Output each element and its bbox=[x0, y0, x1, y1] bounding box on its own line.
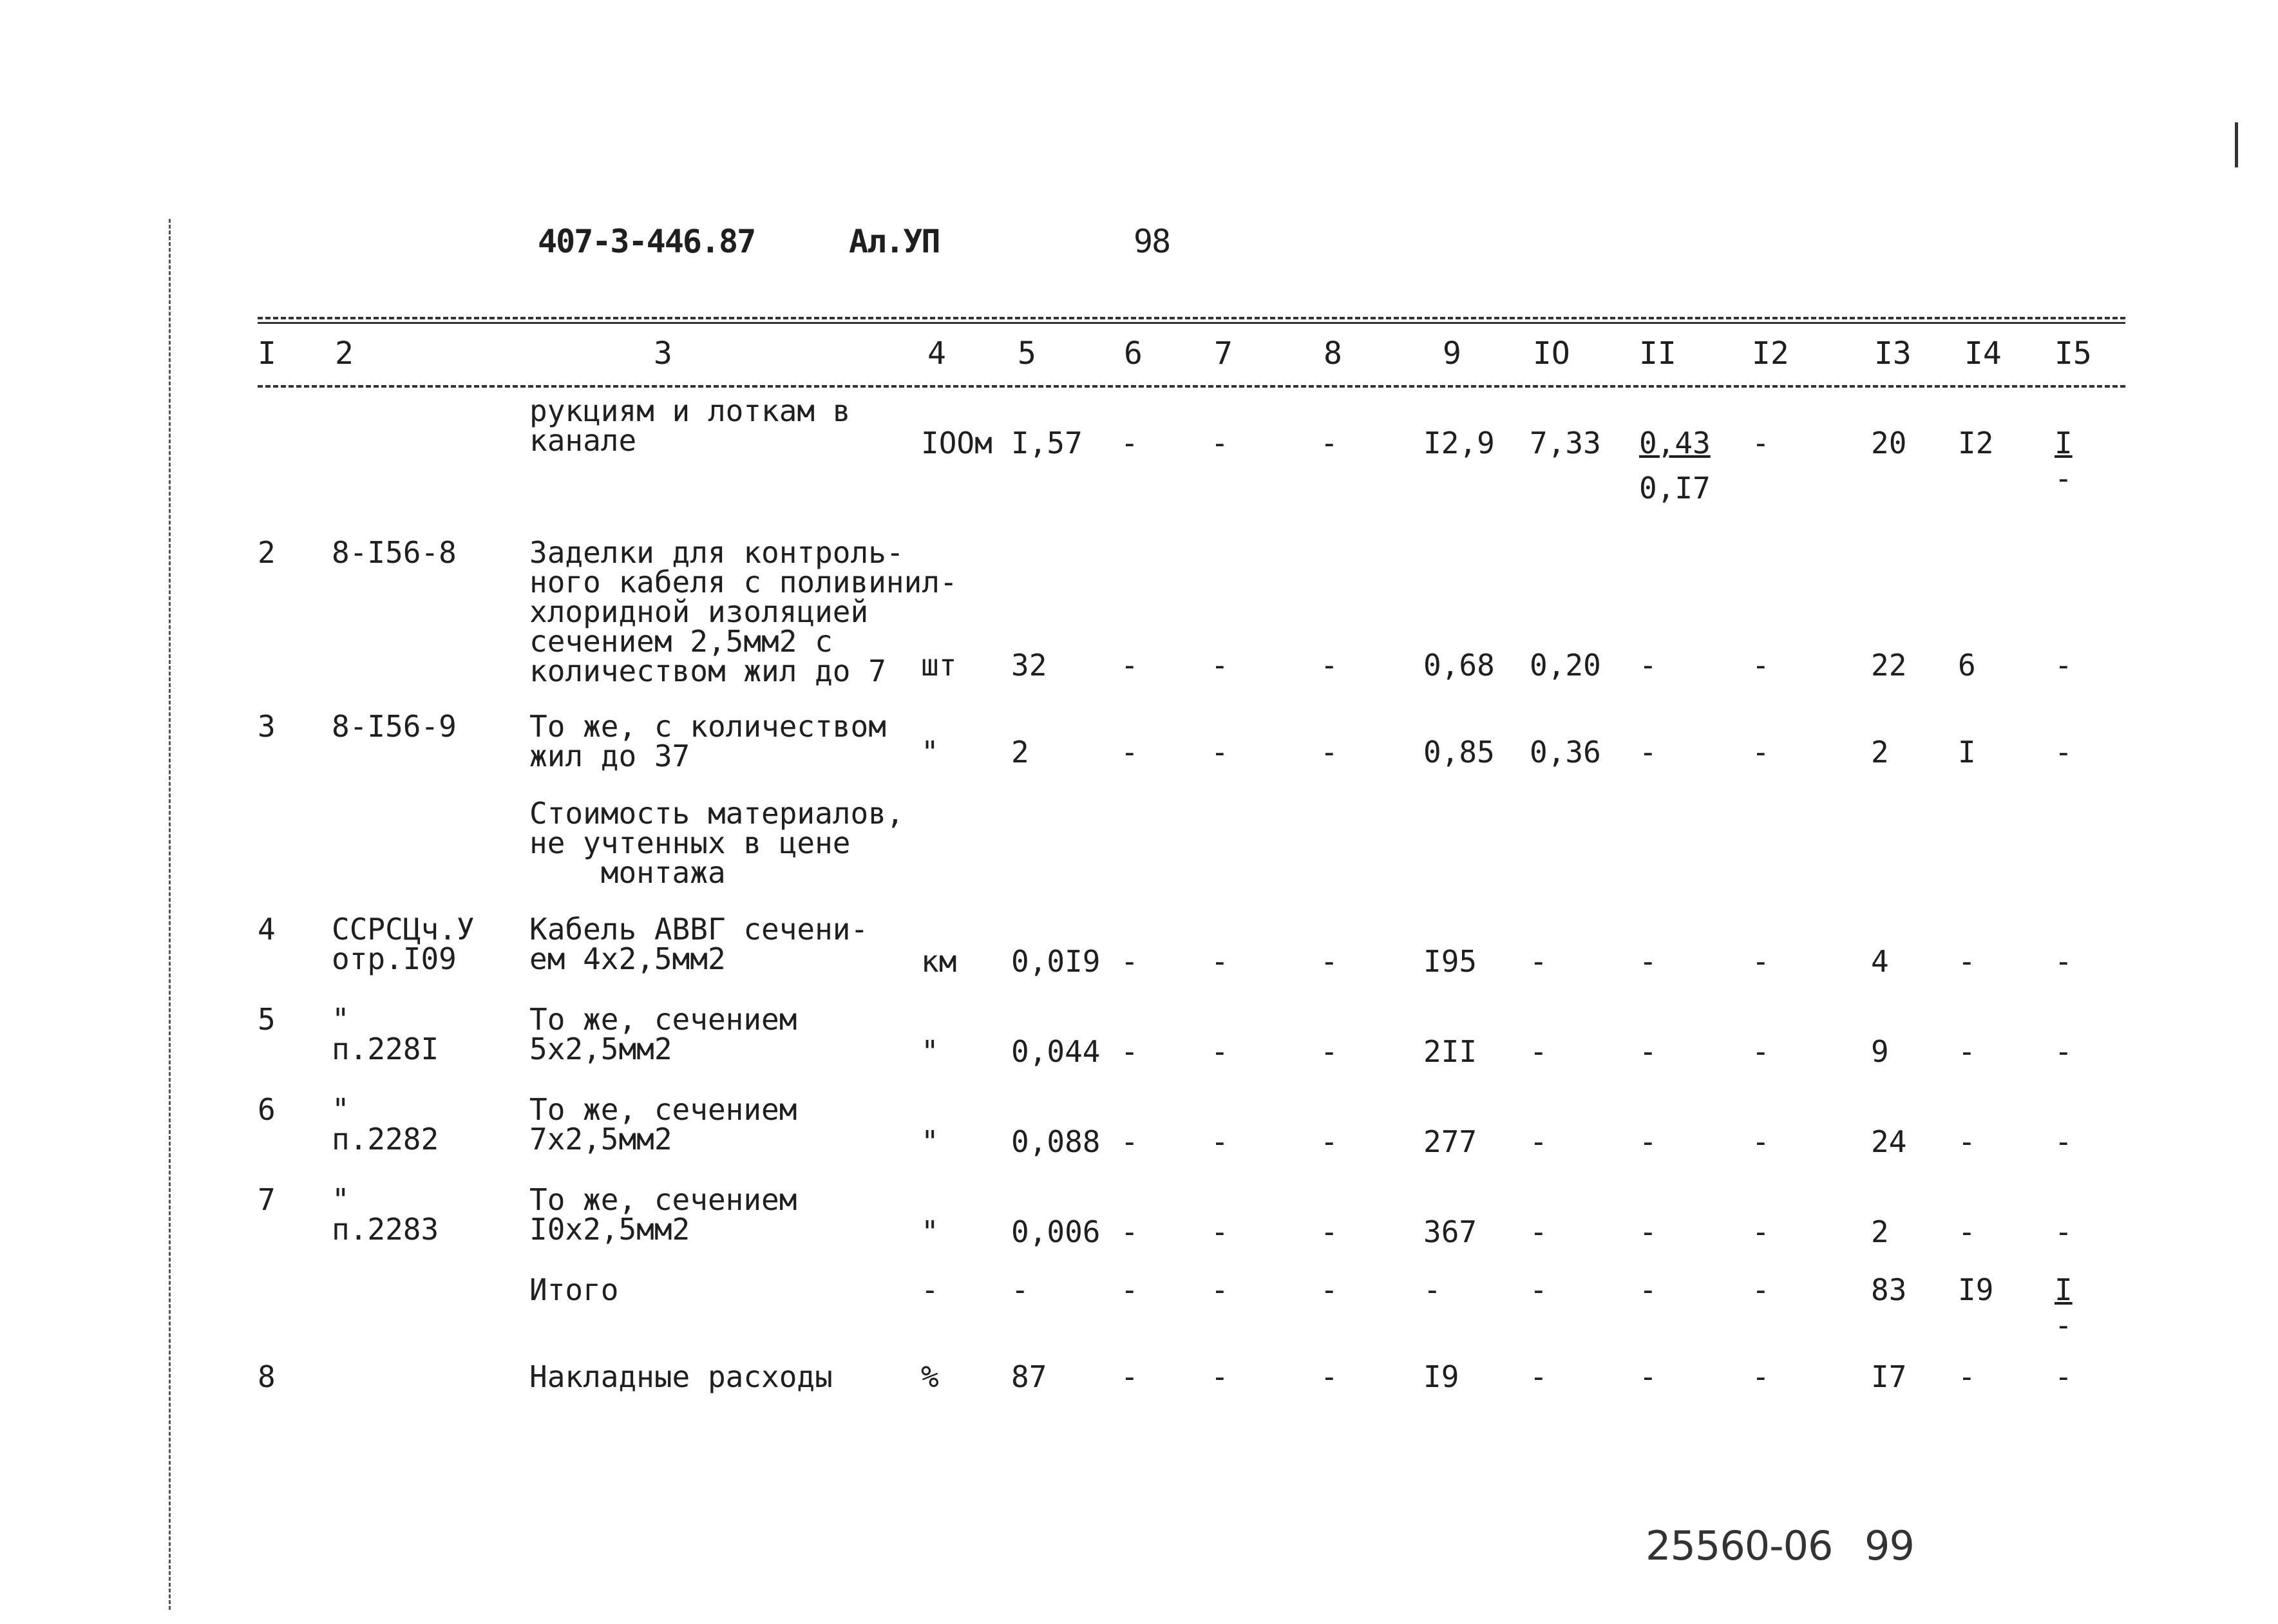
cell-c6: - bbox=[1121, 1272, 1139, 1307]
cell-c7: - bbox=[1211, 1034, 1229, 1069]
cell-c12: - bbox=[1752, 735, 1770, 770]
cell-c11: - bbox=[1639, 1034, 1657, 1069]
column-header-12: I2 bbox=[1752, 335, 1789, 372]
cell-c7: - bbox=[1211, 1214, 1229, 1249]
row-number: 5 bbox=[258, 1002, 276, 1037]
table-top-rule-2 bbox=[258, 322, 2125, 324]
cell-c10: - bbox=[1530, 1272, 1548, 1307]
cell-c15-second: - bbox=[2055, 461, 2073, 496]
cell-c15: I bbox=[2055, 426, 2073, 460]
row-number: 7 bbox=[258, 1182, 276, 1217]
cell-c9: 0,85 bbox=[1423, 735, 1495, 770]
cell-c10: 0,20 bbox=[1530, 648, 1601, 683]
cell-c5: I,57 bbox=[1011, 426, 1083, 460]
cell-c8: - bbox=[1320, 735, 1338, 770]
cell-c10: - bbox=[1530, 1124, 1548, 1159]
cell-c5: - bbox=[1011, 1272, 1029, 1307]
cell-c9: 2II bbox=[1423, 1034, 1477, 1069]
cell-c14: - bbox=[1958, 944, 1976, 979]
cell-c9: - bbox=[1423, 1272, 1441, 1307]
cell-c10: - bbox=[1530, 1214, 1548, 1249]
row-code: 8-I56-9 bbox=[332, 709, 457, 744]
cell-c8: - bbox=[1320, 1034, 1338, 1069]
cell-c10: - bbox=[1530, 944, 1548, 979]
cell-c10: - bbox=[1530, 1359, 1548, 1394]
cell-c5: 0,044 bbox=[1011, 1034, 1101, 1069]
column-header-7: 7 bbox=[1214, 335, 1233, 372]
cell-c6: - bbox=[1121, 944, 1139, 979]
cell-c14: - bbox=[1958, 1359, 1976, 1394]
cell-c5: 0,088 bbox=[1011, 1124, 1101, 1159]
cell-c5: 0,006 bbox=[1011, 1214, 1101, 1249]
row-code: 8-I56-8 bbox=[332, 535, 457, 570]
cell-c13: I7 bbox=[1871, 1359, 1907, 1394]
cell-c8: - bbox=[1320, 648, 1338, 683]
row-code: ССРСЦч.У отр.I09 bbox=[332, 912, 475, 976]
cell-unit: IOOм bbox=[921, 426, 992, 460]
doc-code: 407-3-446.87 bbox=[538, 223, 755, 260]
cell-c12: - bbox=[1752, 1359, 1770, 1394]
corner-mark bbox=[2235, 122, 2238, 167]
cell-unit: " bbox=[921, 1034, 939, 1069]
cell-c6: - bbox=[1121, 648, 1139, 683]
cell-c7: - bbox=[1211, 735, 1229, 770]
cell-c14: I bbox=[1958, 735, 1976, 770]
cell-c7: - bbox=[1211, 1359, 1229, 1394]
cell-c5: 2 bbox=[1011, 735, 1029, 770]
column-header-14: I4 bbox=[1964, 335, 2002, 372]
cell-unit: % bbox=[921, 1359, 939, 1394]
cell-c15: - bbox=[2055, 1124, 2073, 1159]
cell-unit: км bbox=[921, 944, 957, 979]
handwritten-code: 25560-06 bbox=[1646, 1522, 1833, 1569]
row-description: То же, сечением I0х2,5мм2 bbox=[529, 1182, 797, 1247]
cell-c5: 0,0I9 bbox=[1011, 944, 1101, 979]
cell-c5: 87 bbox=[1011, 1359, 1047, 1394]
cell-c7: - bbox=[1211, 1124, 1229, 1159]
cell-c15: - bbox=[2055, 735, 2073, 770]
cell-c13: 2 bbox=[1871, 735, 1889, 770]
handwritten-page: 99 bbox=[1865, 1522, 1914, 1569]
column-header-11: II bbox=[1639, 335, 1676, 372]
cell-c10: - bbox=[1530, 1034, 1548, 1069]
column-header-8: 8 bbox=[1324, 335, 1342, 372]
cell-c8: - bbox=[1320, 1272, 1338, 1307]
cell-c7: - bbox=[1211, 426, 1229, 460]
cell-c10: 0,36 bbox=[1530, 735, 1601, 770]
cell-unit: " bbox=[921, 1124, 939, 1159]
cell-c14: - bbox=[1958, 1034, 1976, 1069]
cell-c11: - bbox=[1639, 944, 1657, 979]
cell-c11: - bbox=[1639, 1214, 1657, 1249]
table-header-rule bbox=[258, 385, 2125, 388]
cell-c15: - bbox=[2055, 1214, 2073, 1249]
cell-c13: 4 bbox=[1871, 944, 1889, 979]
row-description: Кабель АВВГ сечени- ем 4х2,5мм2 bbox=[529, 912, 869, 976]
cell-c13: 9 bbox=[1871, 1034, 1889, 1069]
cell-c5: 32 bbox=[1011, 648, 1047, 683]
row-description: Заделки для контроль- ного кабеля с поливинил- хлоридной изоляцией сечением 2,5мм2 с количеством жил до 7 bbox=[529, 535, 958, 688]
cell-c6: - bbox=[1121, 1214, 1139, 1249]
cell-c13: 24 bbox=[1871, 1124, 1907, 1159]
cell-c15: I bbox=[2055, 1272, 2073, 1307]
cell-c11: - bbox=[1639, 1272, 1657, 1307]
cell-c6: - bbox=[1121, 426, 1139, 460]
column-header-1: I bbox=[258, 335, 276, 372]
cell-c12: - bbox=[1752, 648, 1770, 683]
cell-unit: " bbox=[921, 1214, 939, 1249]
cell-c12: - bbox=[1752, 426, 1770, 460]
cell-c15: - bbox=[2055, 648, 2073, 683]
row-description: Стоимость материалов, не учтенных в цене монтажа bbox=[529, 796, 904, 890]
row-number: 3 bbox=[258, 709, 276, 744]
column-header-10: IO bbox=[1533, 335, 1570, 372]
cell-c15: - bbox=[2055, 1034, 2073, 1069]
row-description: Накладные расходы bbox=[529, 1359, 833, 1394]
cell-c9: 0,68 bbox=[1423, 648, 1495, 683]
column-header-15: I5 bbox=[2055, 335, 2092, 372]
page-number: 98 bbox=[1134, 223, 1170, 260]
cell-c11-second: 0,I7 bbox=[1639, 471, 1711, 505]
cell-c8: - bbox=[1320, 1214, 1338, 1249]
cell-c15-second: - bbox=[2055, 1308, 2073, 1343]
row-description: То же, сечением 7х2,5мм2 bbox=[529, 1092, 797, 1157]
cell-c6: - bbox=[1121, 1359, 1139, 1394]
cell-c13: 2 bbox=[1871, 1214, 1889, 1249]
cell-c7: - bbox=[1211, 648, 1229, 683]
cell-c11: - bbox=[1639, 1359, 1657, 1394]
cell-c14: - bbox=[1958, 1214, 1976, 1249]
cell-c8: - bbox=[1320, 1359, 1338, 1394]
column-header-9: 9 bbox=[1443, 335, 1461, 372]
cell-c6: - bbox=[1121, 1034, 1139, 1069]
cell-c14: 6 bbox=[1958, 648, 1976, 683]
cell-c8: - bbox=[1320, 1124, 1338, 1159]
row-code: " п.228I bbox=[332, 1002, 439, 1066]
cell-c14: I2 bbox=[1958, 426, 1994, 460]
cell-c15: - bbox=[2055, 1359, 2073, 1394]
column-header-4: 4 bbox=[927, 335, 946, 372]
row-number: 2 bbox=[258, 535, 276, 570]
row-code: " п.2282 bbox=[332, 1092, 439, 1157]
cell-c10: 7,33 bbox=[1530, 426, 1601, 460]
cell-c15: - bbox=[2055, 944, 2073, 979]
row-number: 6 bbox=[258, 1092, 276, 1127]
row-number: 4 bbox=[258, 912, 276, 947]
cell-c11: - bbox=[1639, 735, 1657, 770]
cell-c7: - bbox=[1211, 1272, 1229, 1307]
cell-c13: 22 bbox=[1871, 648, 1907, 683]
column-header-13: I3 bbox=[1874, 335, 1912, 372]
cell-c6: - bbox=[1121, 1124, 1139, 1159]
cell-c12: - bbox=[1752, 1272, 1770, 1307]
cell-unit: шт bbox=[921, 648, 957, 683]
cell-c9: I2,9 bbox=[1423, 426, 1495, 460]
cell-c9: 367 bbox=[1423, 1214, 1477, 1249]
table-top-rule bbox=[258, 317, 2125, 319]
cell-c14: - bbox=[1958, 1124, 1976, 1159]
cell-c9: I9 bbox=[1423, 1359, 1459, 1394]
cell-c6: - bbox=[1121, 735, 1139, 770]
cell-c12: - bbox=[1752, 1124, 1770, 1159]
column-header-2: 2 bbox=[335, 335, 354, 372]
cell-c13: 20 bbox=[1871, 426, 1907, 460]
cell-c11: - bbox=[1639, 648, 1657, 683]
cell-c14: I9 bbox=[1958, 1272, 1994, 1307]
cell-c12: - bbox=[1752, 1214, 1770, 1249]
cell-unit: " bbox=[921, 735, 939, 770]
cell-c11: 0,43 bbox=[1639, 426, 1711, 460]
column-header-3: 3 bbox=[654, 335, 672, 372]
cell-c7: - bbox=[1211, 944, 1229, 979]
cell-unit: - bbox=[921, 1272, 939, 1307]
cell-c12: - bbox=[1752, 944, 1770, 979]
cell-c8: - bbox=[1320, 426, 1338, 460]
cell-c8: - bbox=[1320, 944, 1338, 979]
cell-c13: 83 bbox=[1871, 1272, 1907, 1307]
row-code: " п.2283 bbox=[332, 1182, 439, 1247]
cell-c9: I95 bbox=[1423, 944, 1477, 979]
binding-margin-line bbox=[169, 219, 171, 1610]
cell-c11: - bbox=[1639, 1124, 1657, 1159]
column-header-6: 6 bbox=[1124, 335, 1143, 372]
album-label: Ал.УП bbox=[849, 223, 940, 260]
column-header-5: 5 bbox=[1018, 335, 1036, 372]
row-description: рукциям и лоткам в канале bbox=[529, 393, 851, 458]
row-description: То же, сечением 5х2,5мм2 bbox=[529, 1002, 797, 1066]
row-description: То же, с количеством жил до 37 bbox=[529, 709, 886, 773]
row-description: Итого bbox=[529, 1272, 619, 1307]
cell-c12: - bbox=[1752, 1034, 1770, 1069]
cell-c9: 277 bbox=[1423, 1124, 1477, 1159]
row-number: 8 bbox=[258, 1359, 276, 1394]
